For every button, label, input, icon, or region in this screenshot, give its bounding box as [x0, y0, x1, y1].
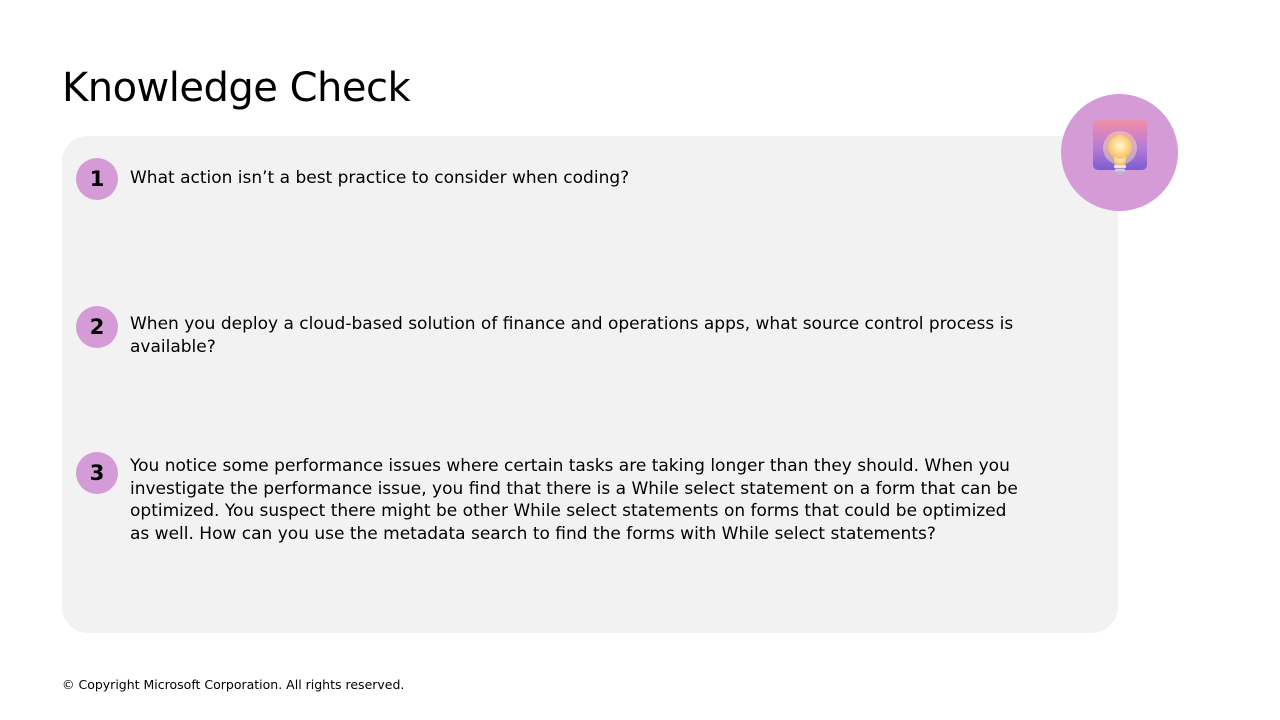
lightbulb-icon: [1091, 118, 1149, 182]
question-text: When you deploy a cloud-based solution of finance and operations apps, what source control process is available?: [130, 314, 1014, 357]
question-number-badge: 1: [76, 158, 118, 200]
page-title: Knowledge Check: [62, 65, 411, 111]
question-number-badge: 3: [76, 452, 118, 494]
copyright-footer: © Copyright Microsoft Corporation. All rights reserved.: [62, 677, 405, 692]
question-text: What action isn’t a best practice to consider when coding?: [130, 168, 630, 188]
lightbulb-badge: [1061, 94, 1178, 211]
question-number-badge: 2: [76, 306, 118, 348]
questions-panel: [62, 136, 1118, 633]
question-text: You notice some performance issues where certain tasks are taking longer than they should. When you investigate the performance issue, you find that there is a While select statement on a form that can be optimized. You suspect there might be other While select statements on forms that could be optimized as well. How can you use the metadata search to find the forms with While select statements?: [130, 456, 1018, 544]
